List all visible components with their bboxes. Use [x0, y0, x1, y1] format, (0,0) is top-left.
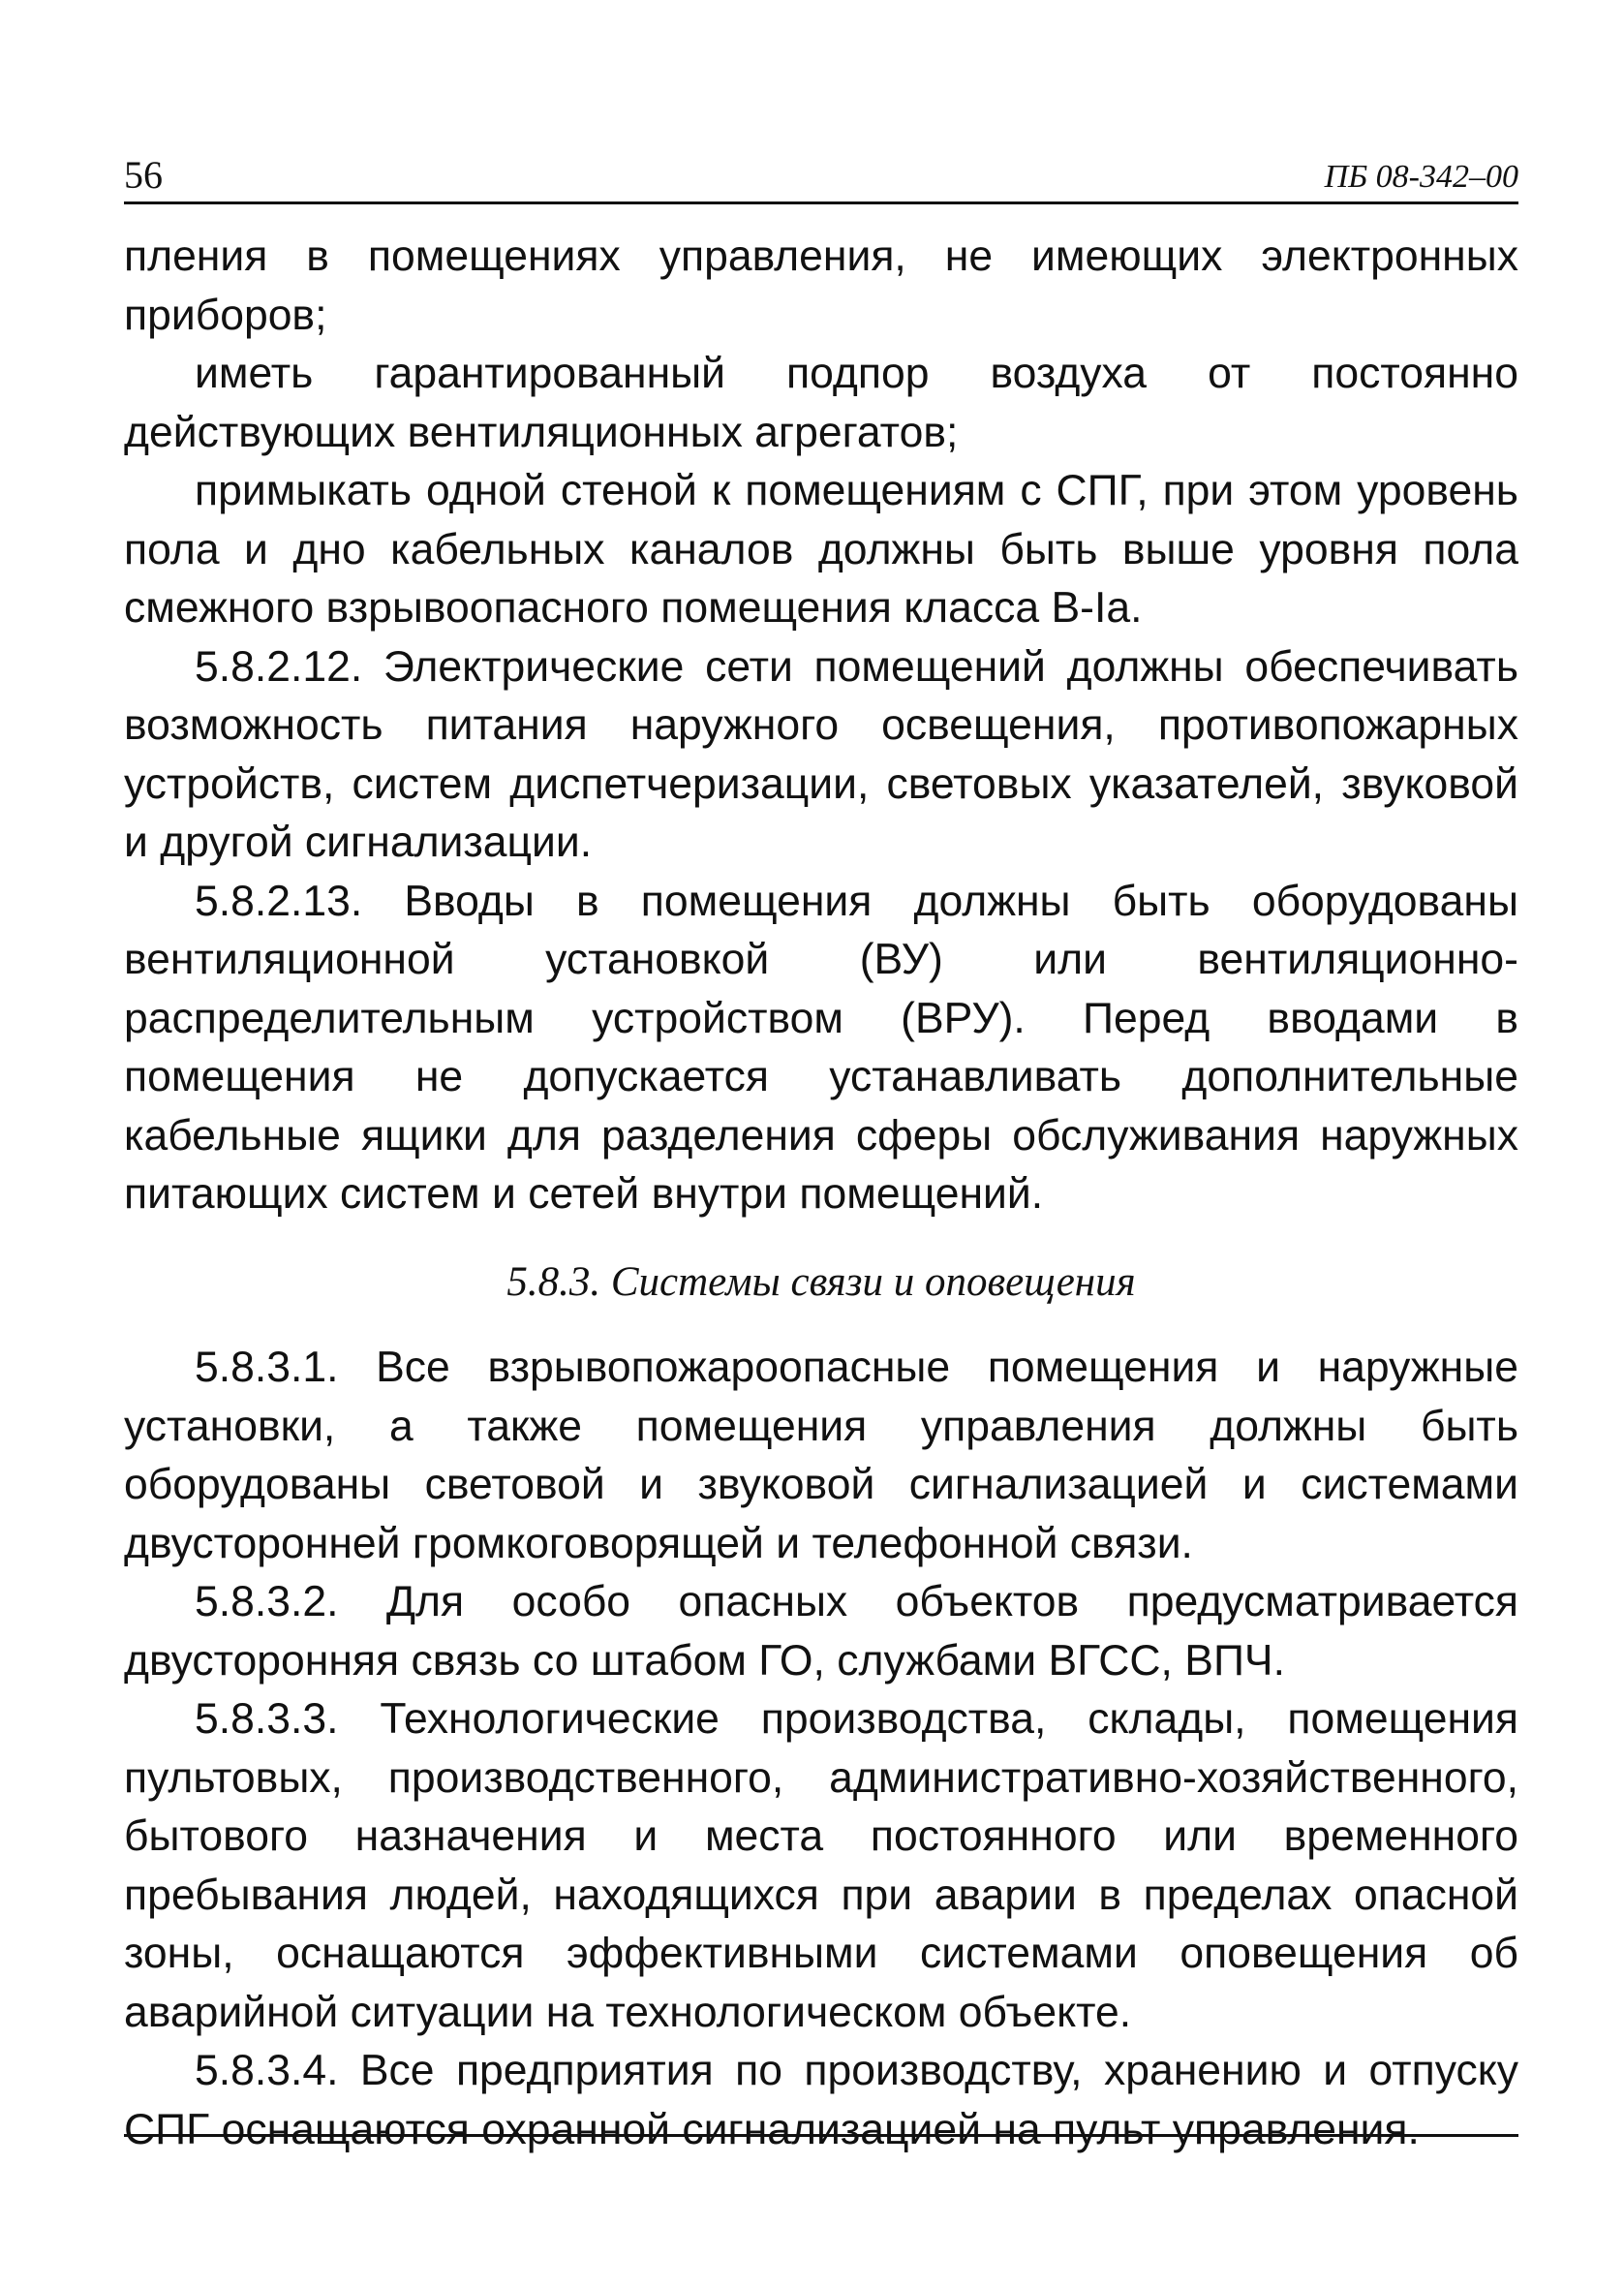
paragraph: 5.8.3.4. Все предприятия по производству, хранению и отпуску СПГ оснащаются охранной сигнализацией на пульт управления.	[124, 2047, 1518, 2153]
document-code: ПБ 08-342–00	[1324, 159, 1518, 195]
paragraph-continuation: пления в помещениях управления, не имеющих электронных приборов;	[124, 232, 1518, 339]
paragraph: иметь гарантированный подпор воздуха от постоянно действующих вентиляционных агрегатов;	[124, 350, 1518, 456]
paragraph: 5.8.2.13. Вводы в помещения должны быть оборудованы вентиляционной установкой (ВУ) или вентиляционно-распределительным устройством (ВРУ). Перед вводами в помещения не допускается устанавливать дополнительные кабельные ящики для разделения сферы обслуживания наружных питающих систем и сетей внутри помещений.	[124, 877, 1518, 1218]
page-header	[124, 145, 1518, 204]
paragraph: 5.8.3.1. Все взрывопожароопасные помещения и наружные установки, а также помещения управления должны быть оборудованы световой и звуковой сигнализацией и системами двусторонней громкоговорящей и телефонной связи.	[124, 1344, 1518, 1567]
document-page	[124, 145, 1518, 2159]
paragraph: примыкать одной стеной к помещениям с СПГ, при этом уровень пола и дно кабельных каналов должны быть выше уровня пола смежного взрывоопасного помещения класса В-Iа.	[124, 467, 1518, 632]
page-number: 56	[124, 153, 163, 197]
paragraph: 5.8.3.2. Для особо опасных объектов предусматривается двусторонняя связь со штабом ГО, службами ВГСС, ВПЧ.	[124, 1578, 1518, 1685]
paragraph: 5.8.3.3. Технологические производства, склады, помещения пультовых, производственного, административно-хозяйственного, бытового назначения и места постоянного или временного пребывания людей, находящихся при аварии в пределах опасной зоны, оснащаются эффективными системами оповещения об аварийной ситуации на технологическом объекте.	[124, 1695, 1518, 2036]
document-body	[124, 228, 1518, 2159]
footer-rule	[124, 2134, 1518, 2137]
paragraph: 5.8.2.12. Электрические сети помещений должны обеспечивать возможность питания наружного освещения, противопожарных устройств, систем диспетчеризации, световых указателей, звуковой и другой сигнализации.	[124, 642, 1518, 866]
section-heading: 5.8.3. Системы связи и оповещения	[506, 1258, 1136, 1305]
